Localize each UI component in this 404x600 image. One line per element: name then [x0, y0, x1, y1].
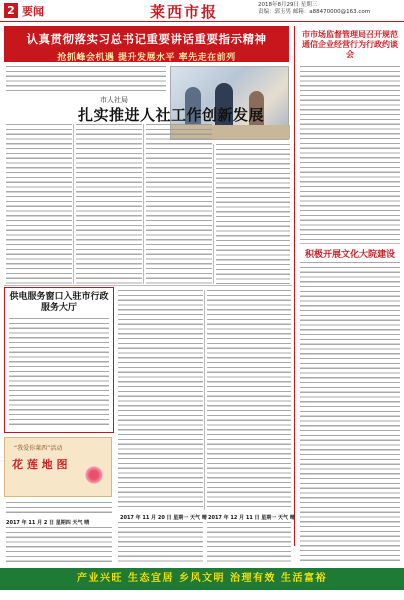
notice-date: 2017 年 11 月 20 日 星期一 天气 晴: [120, 515, 207, 521]
story-divider: [300, 243, 400, 244]
flower-icon: [84, 465, 104, 485]
banner-subheadline: 抢抓峰会机遇 提升发展水平 率先走在前列: [57, 53, 236, 63]
footer-slogan-bar: 产业兴旺 生态宜居 乡风文明 治理有效 生活富裕: [0, 568, 404, 590]
issue-date: 2018年8月29日 星期三: [258, 2, 318, 8]
section-divider: [4, 285, 292, 286]
column-divider: [73, 124, 74, 284]
notice-text: [207, 522, 291, 564]
notice-date: 2017 年 12 月 11 日 星期一 天气 晴: [208, 515, 295, 521]
article-column: [207, 290, 291, 510]
page-section-name: 要闻: [22, 5, 44, 18]
article-column: [216, 144, 290, 284]
issue-meta: [258, 2, 370, 16]
column-divider: [213, 144, 214, 284]
ad-subtitle: “我爱你莱西”活动: [14, 445, 63, 452]
right-story-text: [300, 66, 400, 242]
lead-intro-text: [6, 66, 166, 92]
right-story-title: 市市场监督管理局召开规范通信企业经营行为行政约谈会: [302, 30, 398, 59]
notice-date: 2017 年 11 月 2 日 星期四 天气 晴: [6, 520, 90, 526]
footer-strip: [0, 590, 404, 600]
right-story-text-2: [300, 262, 400, 562]
boxed-story-title: 供电服务窗口入驻市行政服务大厅: [9, 292, 109, 313]
boxed-story-text: [9, 318, 109, 428]
column-divider: [143, 124, 144, 284]
newspaper-logo: 莱西市报: [150, 3, 219, 21]
column-divider: [204, 290, 205, 510]
editor-info: 责编：郭玉男 邮箱：a88470000@163.com: [258, 9, 371, 15]
notice-text: [6, 502, 112, 516]
lead-kicker: 市人社局: [100, 96, 128, 104]
article-column: [76, 124, 142, 284]
headline-banner: [4, 26, 289, 62]
banner-headline: 认真贯彻落实习总书记重要讲话重要指示精神: [26, 32, 267, 46]
right-column-divider: [294, 26, 295, 546]
lead-title: 扎实推进人社工作创新发展: [78, 106, 265, 124]
right-story-title-2: 积极开展文化大院建设: [304, 250, 395, 260]
article-column: [6, 124, 72, 284]
notice-text: [118, 522, 203, 564]
page-number: 2: [4, 3, 18, 18]
notice-text: [6, 527, 112, 563]
article-column: [146, 124, 212, 284]
masthead: [0, 0, 404, 22]
ad-title: 花 莲 地 图: [12, 458, 68, 471]
article-column: [118, 290, 203, 510]
